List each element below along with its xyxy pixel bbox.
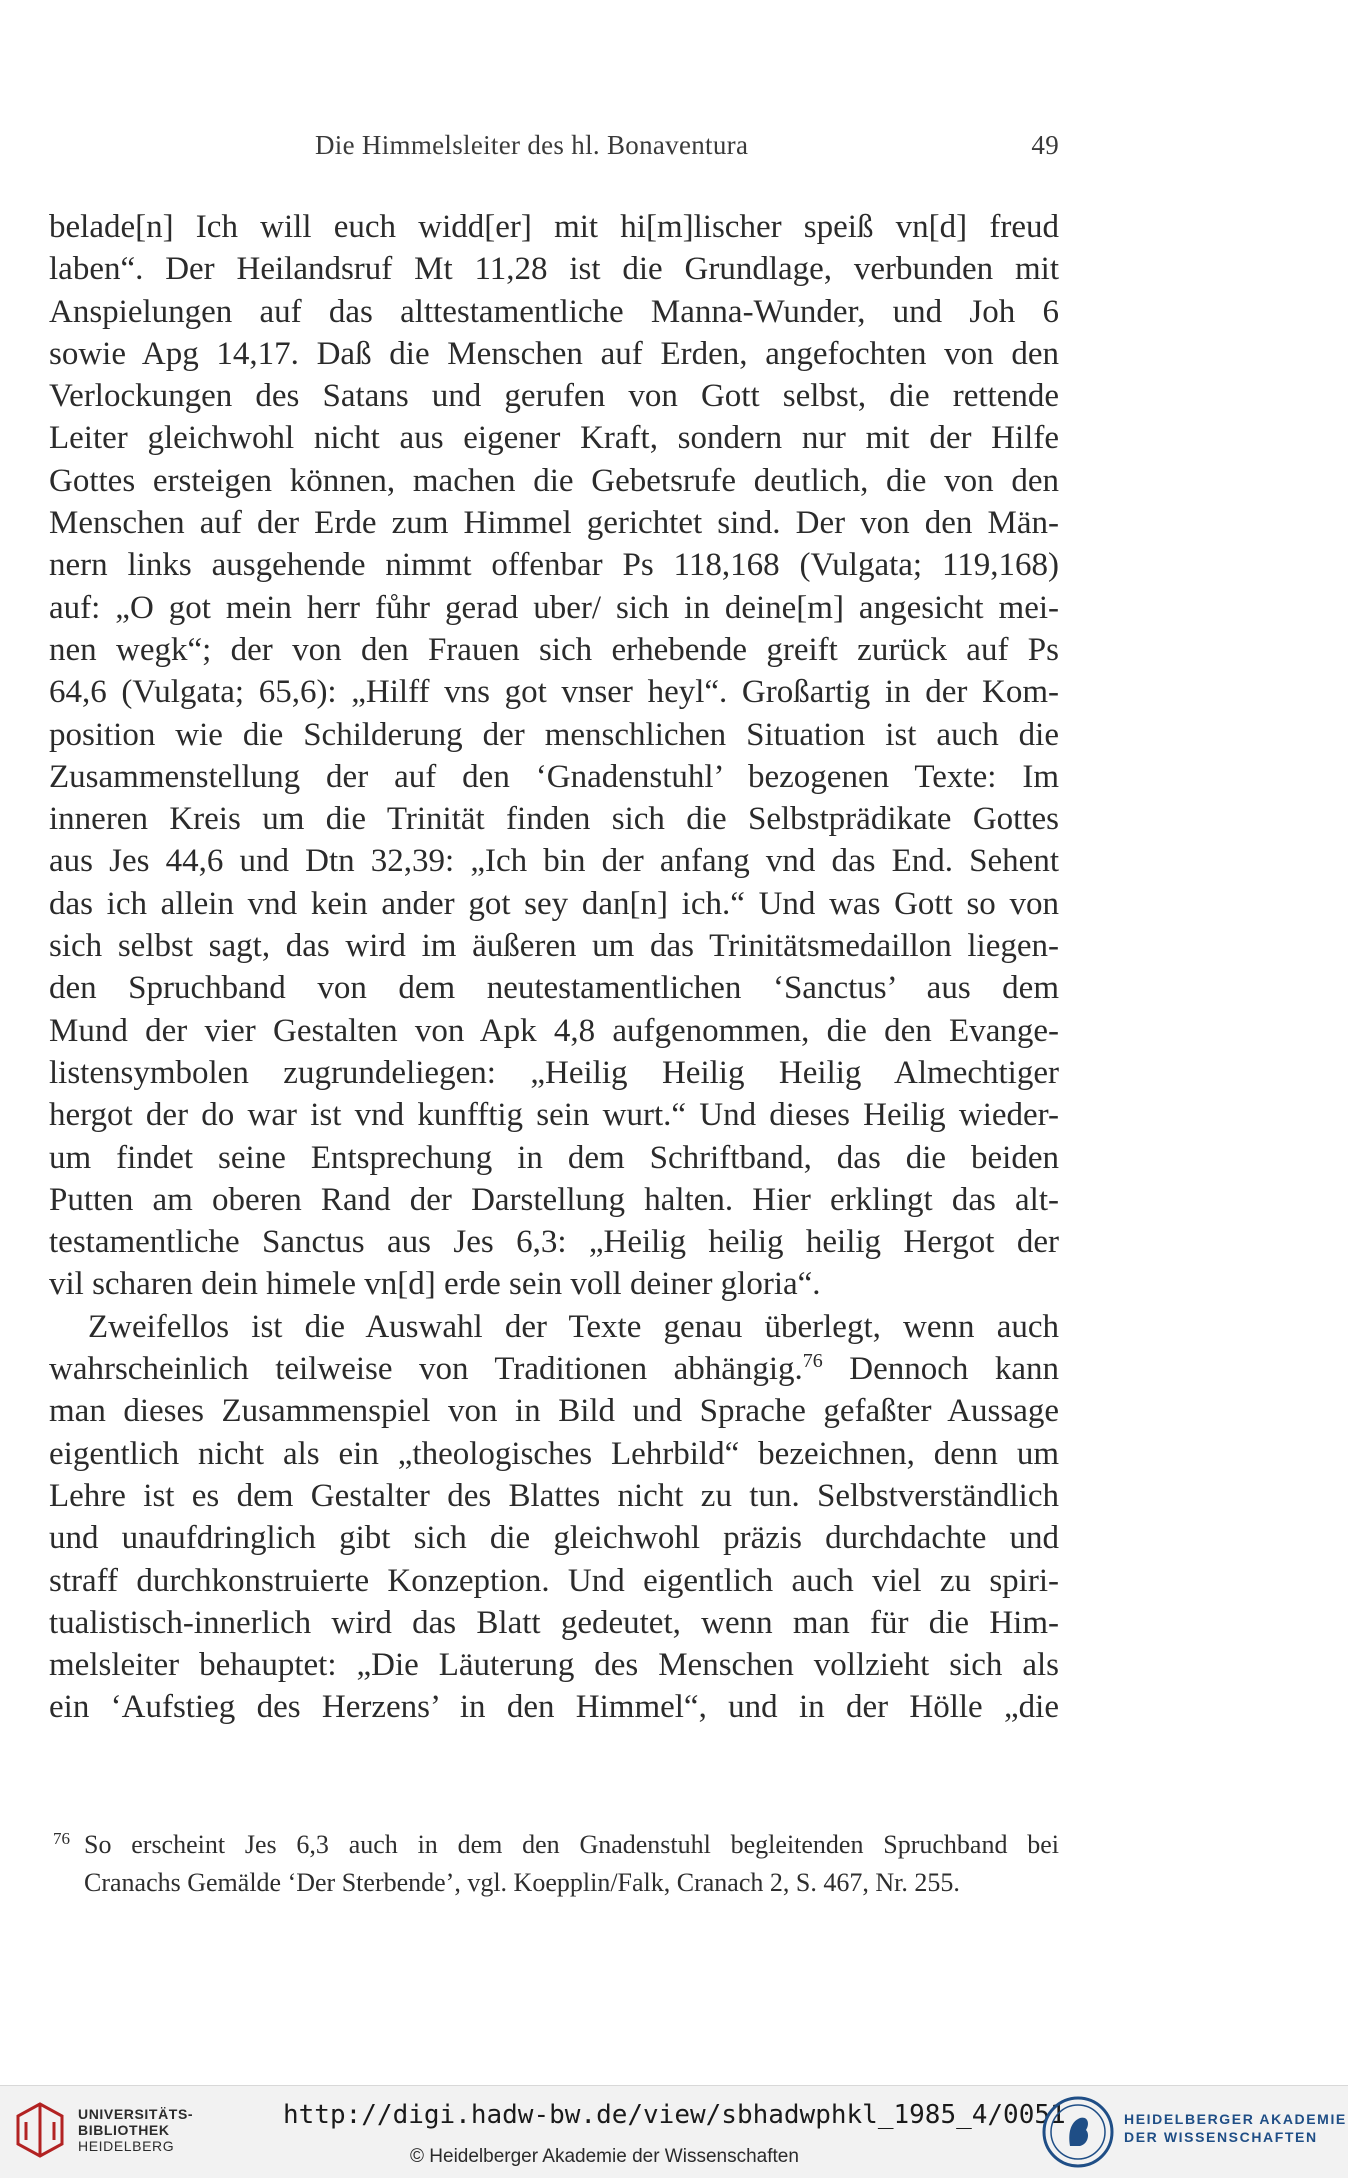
text-line: Gottes ersteigen können, machen die Gebetsrufe deutlich, die von den (49, 462, 1059, 499)
text-line: testamentliche Sanctus aus Jes 6,3: „Heilig heilig heilig Hergot der (49, 1224, 1059, 1261)
text-line: auf: „O got mein herr fůhr gerad uber/ sich in deine[m] angesicht mei- (49, 589, 1059, 626)
text-line: nen wegk“; der von den Frauen sich erhebende greift zurück auf Ps (49, 631, 1059, 668)
text-line: den Spruchband von dem neutestamentlichen ‘Sanctus’ aus dem (49, 970, 1059, 1007)
paragraph-2 (49, 1306, 1059, 1729)
footnote-number: 76 (53, 1829, 70, 1848)
text-fragment: wahrscheinlich teilweise von Traditionen abhängig. (49, 1351, 803, 1388)
text-line: vil scharen dein himele vn[d] erde sein voll deiner gloria“. (49, 1266, 821, 1303)
body-text (49, 206, 1059, 1729)
hadw-name (1124, 2110, 1347, 2146)
footnote-reference[interactable]: 76 (802, 1350, 823, 1373)
footnote (49, 1826, 1059, 1902)
text-line: man dieses Zusammenspiel von in Bild und Sprache gefaßter Aussage (49, 1393, 1059, 1430)
permalink-url[interactable]: http://digi.hadw-bw.de/view/sbhadwphkl_1985_4/0051 (283, 2100, 1066, 2130)
hadw-name-line: DER WISSENSCHAFTEN (1124, 2129, 1318, 2145)
footnote-line: So erscheint Jes 6,3 auch in dem den Gnadenstuhl begleitenden Spruchband bei (84, 1830, 1059, 1859)
text-line: tualistisch-innerlich wird das Blatt gedeutet, wenn man für die Him- (49, 1604, 1059, 1641)
ub-heidelberg-logo-icon[interactable] (14, 2100, 66, 2160)
text-line: Zusammenstellung der auf den ‘Gnadenstuhl’ bezogenen Texte: Im (49, 758, 1059, 795)
text-line: um findet seine Entsprechung in dem Schriftband, das die beiden (49, 1139, 1059, 1176)
text-line: Leiter gleichwohl nicht aus eigener Kraft, sondern nur mit der Hilfe (49, 420, 1059, 457)
text-line: ein ‘Aufstieg des Herzens’ in den Himmel“, und in der Hölle „die (49, 1689, 1059, 1726)
text-line: 64,6 (Vulgata; 65,6): „Hilff vns got vnser heyl“. Großartig in der Kom- (49, 674, 1059, 711)
ub-name-line: HEIDELBERG (78, 2138, 175, 2154)
text-line: Zweifellos ist die Auswahl der Texte genau überlegt, wenn auch (88, 1308, 1059, 1345)
text-line: Mund der vier Gestalten von Apk 4,8 aufgenommen, die den Evange- (49, 1012, 1059, 1049)
text-line: laben“. Der Heilandsruf Mt 11,28 ist die Grundlage, verbunden mit (49, 251, 1059, 288)
text-line: eigentlich nicht als ein „theologisches Lehrbild“ bezeichnen, denn um (49, 1435, 1059, 1472)
footer-bar (0, 2085, 1348, 2178)
text-line: das ich allein vnd kein ander got sey dan[n] ich.“ Und was Gott so von (49, 885, 1059, 922)
ub-heidelberg-name (78, 2106, 193, 2154)
text-line: hergot der do war ist vnd kunfftig sein wurt.“ Und dieses Heilig wieder- (49, 1097, 1059, 1134)
paragraph-2-rest (49, 1390, 1059, 1728)
text-line: position wie die Schilderung der menschlichen Situation ist auch die (49, 716, 1059, 753)
text-fragment: Dennoch kann (822, 1351, 1059, 1388)
text-line: sowie Apg 14,17. Daß die Menschen auf Erden, angefochten von den (49, 335, 1059, 372)
footnote-line: Cranachs Gemälde ‘Der Sterbende’, vgl. Koepplin/Falk, Cranach 2, S. 467, Nr. 255. (84, 1868, 960, 1897)
text-line (49, 1348, 1059, 1390)
text-line: nern links ausgehende nimmt offenbar Ps 118,168 (Vulgata; 119,168) (49, 547, 1059, 584)
paragraph-1 (49, 206, 1059, 1306)
text-line: belade[n] Ich will euch widd[er] mit hi[m]lischer speiß vn[d] freud (49, 209, 1059, 245)
page-number: 49 (1031, 130, 1059, 160)
text-line: Lehre ist es dem Gestalter des Blattes nicht zu tun. Selbstverständlich (49, 1477, 1059, 1514)
text-line: inneren Kreis um die Trinität finden sich die Selbstprädikate Gottes (49, 801, 1059, 838)
hadw-name-line: HEIDELBERGER AKADEMIE (1124, 2111, 1347, 2127)
text-line: Putten am oberen Rand der Darstellung halten. Hier erklingt das alt- (49, 1181, 1059, 1218)
text-line: sich selbst sagt, das wird im äußeren um das Trinitätsmedaillon liegen- (49, 928, 1059, 965)
copyright-notice: © Heidelberger Akademie der Wissenschaften (410, 2146, 799, 2167)
text-line: aus Jes 44,6 und Dtn 32,39: „Ich bin der anfang vnd das End. Sehent (49, 843, 1059, 880)
text-line: straff durchkonstruierte Konzeption. Und eigentlich auch viel zu spiri- (49, 1562, 1059, 1599)
text-line: Verlockungen des Satans und gerufen von Gott selbst, die rettende (49, 378, 1059, 415)
text-line: melsleiter behauptet: „Die Läuterung des Menschen vollzieht sich als (49, 1647, 1059, 1684)
running-title: Die Himmelsleiter des hl. Bonaventura (315, 130, 749, 160)
text-line: und unaufdringlich gibt sich die gleichwohl präzis durchdachte und (49, 1520, 1059, 1557)
text-line: Anspielungen auf das alttestamentliche Manna-Wunder, und Joh 6 (49, 293, 1059, 330)
ub-name-line: BIBLIOTHEK (78, 2122, 170, 2138)
ub-name-line: UNIVERSITÄTS- (78, 2106, 194, 2122)
text-line: Menschen auf der Erde zum Himmel gerichtet sind. Der von den Män- (49, 505, 1059, 542)
page-header (49, 130, 1059, 170)
hadw-seal-icon[interactable] (1040, 2094, 1116, 2170)
text-line: listensymbolen zugrundeliegen: „Heilig Heilig Heilig Almechtiger (49, 1054, 1059, 1091)
